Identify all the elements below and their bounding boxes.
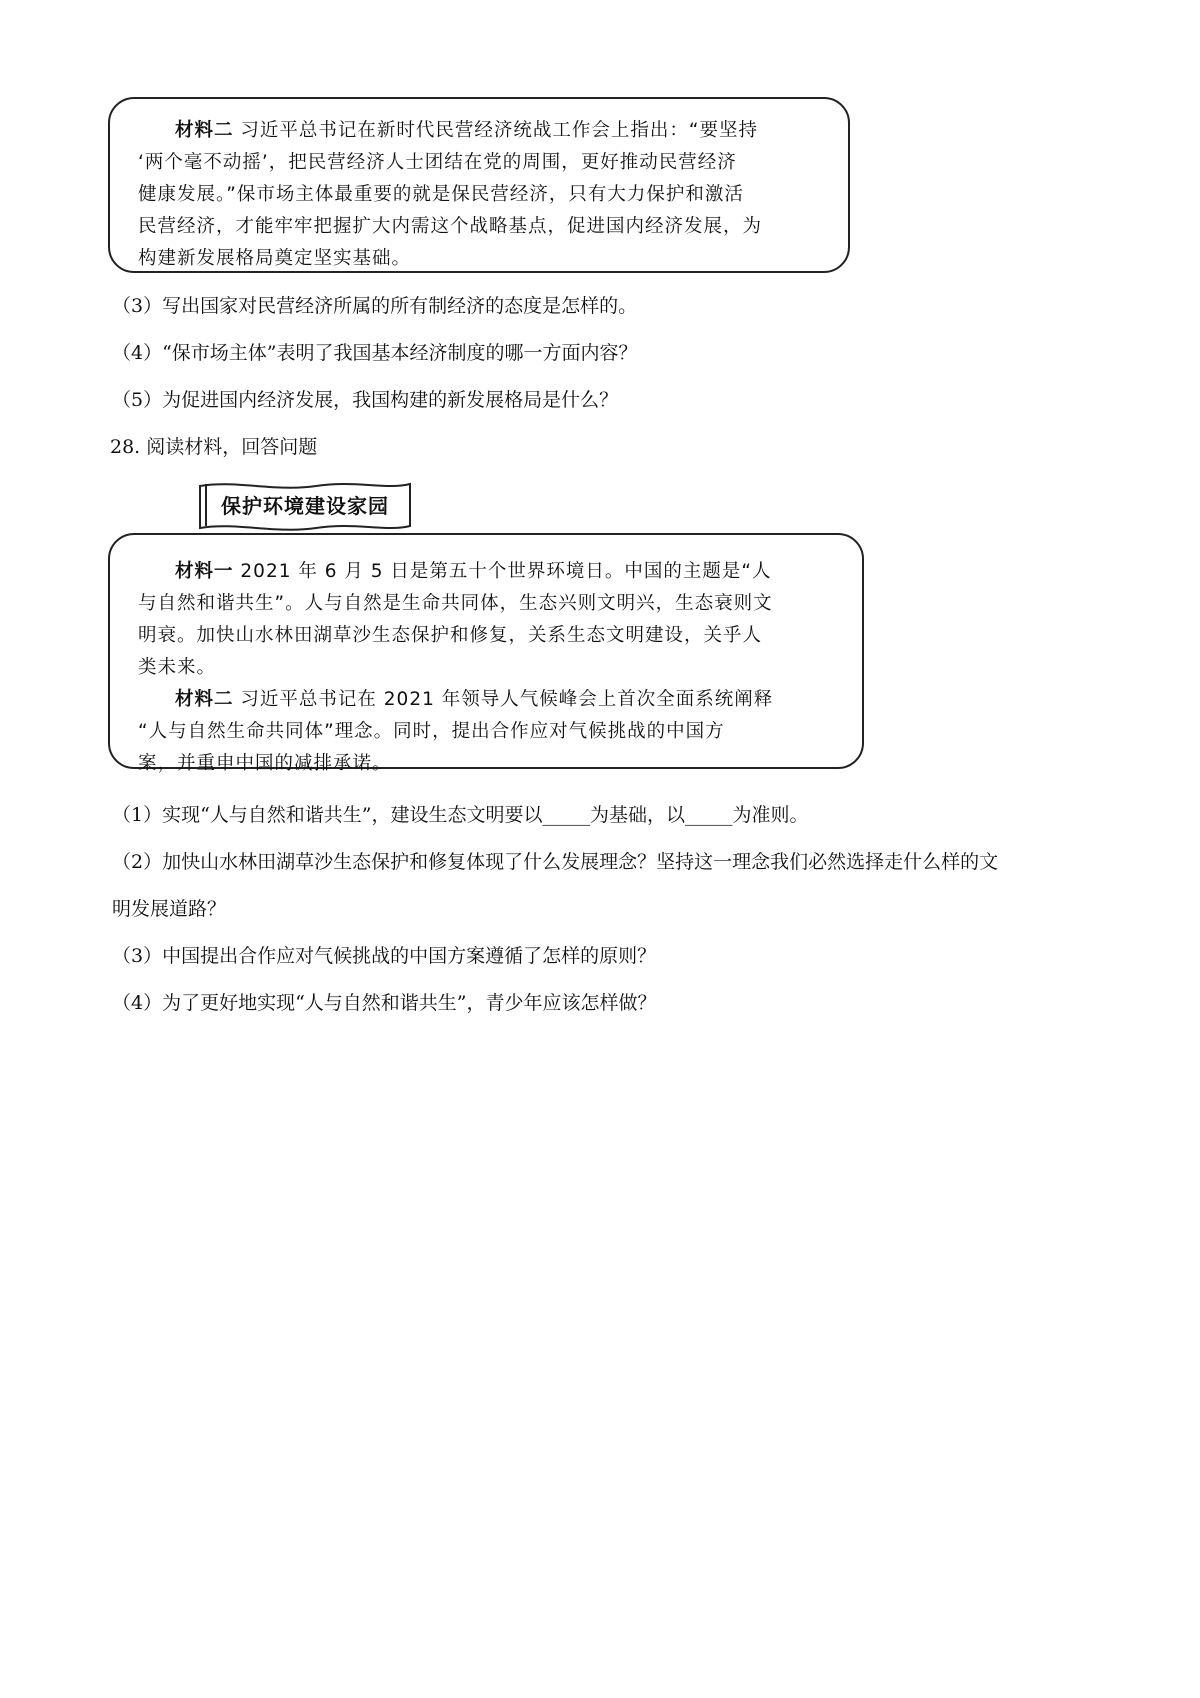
material-2b-line-1 — [138, 684, 832, 716]
material-2-label: 材料二 — [175, 120, 234, 141]
material-2-line-3: 健康发展。”保市场主体最重要的就是保民营经济，只有大力保护和激活 — [138, 184, 744, 205]
question-28-2: （2）加快山水林田湖草沙生态保护和修复体现了什么发展理念？坚持这一理念我们必然选择走什么样的文 — [112, 851, 999, 873]
material-box-1 — [108, 97, 850, 273]
question-28-3: （3）中国提出合作应对气候挑战的中国方案遵循了怎样的原则？ — [112, 945, 657, 967]
question-28-4: （4）为了更好地实现“人与自然和谐共生”，青少年应该怎样做？ — [112, 992, 657, 1014]
material-2b-line-3: 案，并重申中国的减排承诺。 — [138, 753, 392, 774]
topic-banner — [196, 480, 414, 536]
material-1-line-4: 类未来。 — [138, 657, 217, 678]
question-28-1: （1）实现“人与自然和谐共生”，建设生态文明要以_____为基础，以_____为准则。 — [112, 804, 809, 826]
material-1-line-1 — [138, 556, 832, 588]
question-27-5: （5）为促进国内经济发展，我国构建的新发展格局是什么？ — [112, 389, 619, 411]
material-2-text-1: 习近平总书记在新时代民营经济统战工作会上指出：“要坚持 — [240, 120, 758, 141]
material-2-line-2: ‘两个毫不动摇’，把民营经济人士团结在党的周围，更好推动民营经济 — [138, 152, 737, 173]
material-1-text-1: 2021 年 6 月 5 日是第五十个世界环境日。中国的主题是“人 — [240, 561, 772, 582]
question-28-2-cont: 明发展道路？ — [112, 898, 227, 920]
material-2-line-5: 构建新发展格局奠定坚实基础。 — [138, 248, 412, 269]
material-2-line-1 — [138, 115, 808, 147]
material-2b-line-2: “人与自然生命共同体”理念。同时，提出合作应对气候挑战的中国方 — [138, 721, 725, 742]
material-box-2 — [108, 533, 864, 774]
material-1-line-2: 与自然和谐共生”。人与自然是生命共同体，生态兴则文明兴，生态衰则文 — [138, 593, 773, 614]
banner-title: 保护环境建设家园 — [221, 494, 389, 518]
material-2b-text-1: 习近平总书记在 2021 年领导人气候峰会上首次全面系统阐释 — [240, 689, 774, 710]
question-27-4: （4）“保市场主体”表明了我国基本经济制度的哪一方面内容？ — [112, 342, 638, 364]
material-1-label: 材料一 — [175, 561, 234, 582]
material-2b-label: 材料二 — [175, 689, 234, 710]
question-27-3: （3）写出国家对民营经济所属的所有制经济的态度是怎样的。 — [112, 295, 638, 317]
material-1-line-3: 明衰。加快山水林田湖草沙生态保护和修复，关系生态文明建设，关乎人 — [138, 625, 763, 646]
question-28-heading: 28. 阅读材料，回答问题 — [110, 436, 318, 458]
material-2-line-4: 民营经济，才能牢牢把握扩大内需这个战略基点，促进国内经济发展，为 — [138, 216, 763, 237]
